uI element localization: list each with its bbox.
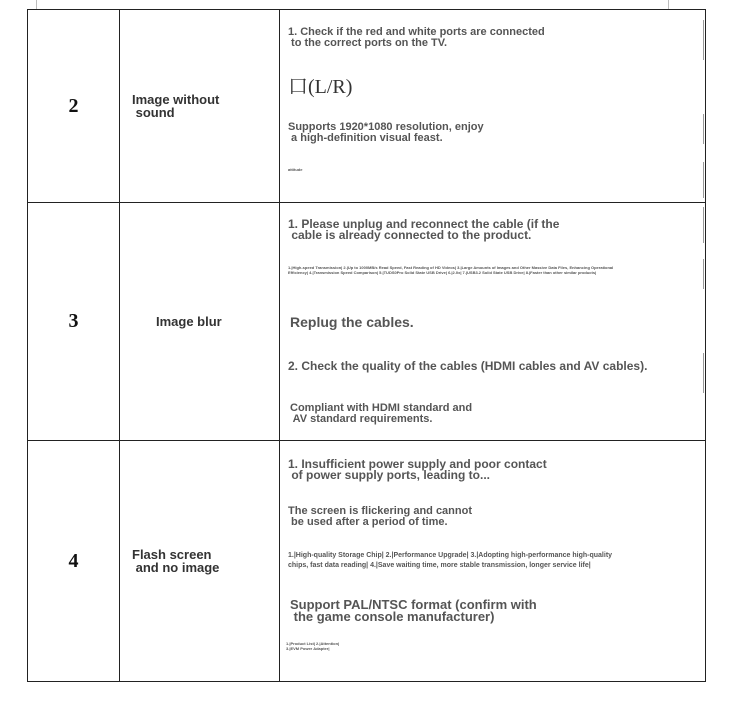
solution-cell <box>280 441 706 682</box>
divider <box>703 259 704 289</box>
solution-text: 1. Check if the red and white ports are connected to the correct ports on the TV. <box>288 26 545 49</box>
issue-cell <box>120 441 280 682</box>
divider <box>703 114 704 144</box>
solution-text: 1. Insufficient power supply and poor contact of power supply ports, leading to... <box>288 457 547 482</box>
table-row <box>28 203 706 441</box>
row-number: 2 <box>28 10 120 203</box>
feature-text: The screen is flickering and cannot be used after a period of time. <box>288 505 472 528</box>
feature-text: Supports 1920*1080 resolution, enjoy a high-definition visual feast. <box>288 121 484 144</box>
top-divider <box>36 0 37 9</box>
feature-text: Compliant with HDMI standard and AV standard requirements. <box>290 402 473 425</box>
table-row <box>28 441 706 682</box>
solution-text: 1. Please unplug and reconnect the cable (if the cable is already connected to the product. <box>288 217 560 242</box>
issue-cell <box>120 203 280 441</box>
divider <box>703 20 704 60</box>
feature-text: Support PAL/NTSC format (confirm with the game console manufacturer) <box>290 597 537 624</box>
tiny-caption: 1.|Product List| 2.|Attention| 3.|EVM Power Adapter| <box>286 641 340 651</box>
tiny-caption: attitude <box>288 167 303 172</box>
solution-cell <box>280 203 706 441</box>
divider <box>703 162 704 198</box>
issue-label: Flash screen and no image <box>132 547 220 575</box>
solution-cell <box>280 10 706 203</box>
port-label: 口(L/R) <box>288 76 353 98</box>
issue-label: Image without sound <box>132 92 220 120</box>
issue-label: Image blur <box>156 314 222 329</box>
top-divider <box>668 0 669 9</box>
divider <box>703 353 704 393</box>
issue-cell <box>120 10 280 203</box>
feature-text: Replug the cables. <box>290 314 414 330</box>
tiny-caption: 1.|High-speed Transmission| 2.|Up to 1000MB/s Read Speed, Fast Reading of HD Videos| 3.|Large Amounts of Images and Other Massive Data Files, Enhancing Operational Efficiency| 4.|Transmission Speed Comparison| 5.|TUDS0Pro Solid State USB Drive| 6.|2.0x| 7.|USB3.2 Solid State USB Drive| 8.|Faster than other similar products| <box>288 265 614 275</box>
row-number: 3 <box>28 203 120 441</box>
row-number: 4 <box>28 441 120 682</box>
troubleshooting-table <box>27 9 706 682</box>
tiny-caption: 1.|High-quality Storage Chip| 2.|Performance Upgrade| 3.|Adopting high-performance high-quality chips, fast data reading| 4.|Save waiting time, more stable transmission, longer service life| <box>288 552 613 569</box>
solution-text: 2. Check the quality of the cables (HDMI cables and AV cables). <box>288 359 648 373</box>
divider <box>703 207 704 243</box>
table-row <box>28 10 706 203</box>
